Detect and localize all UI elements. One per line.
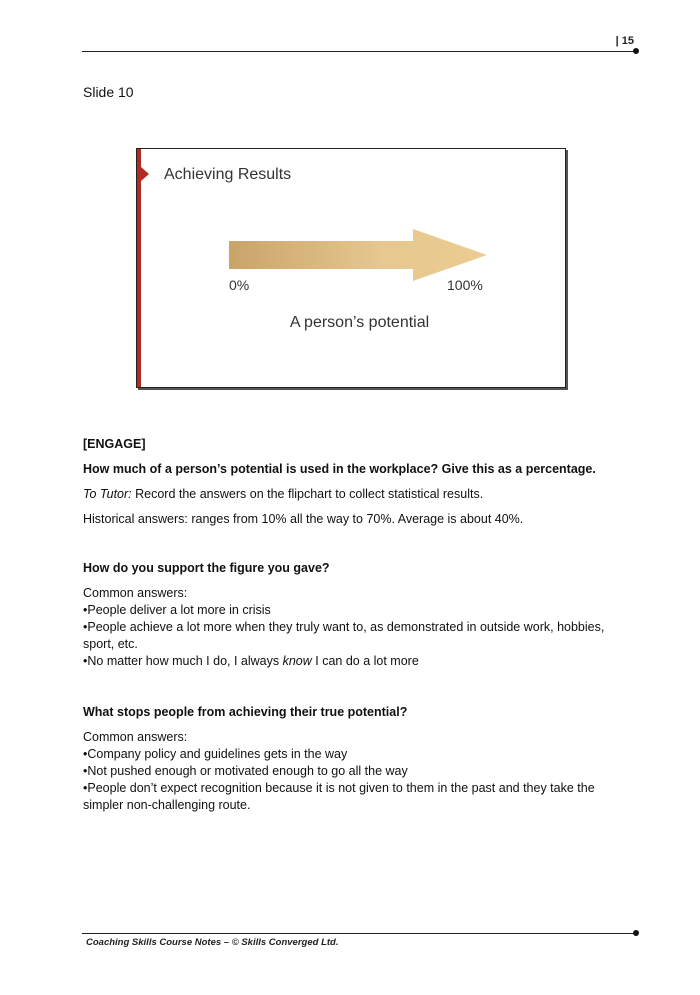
page-number: | 15: [615, 35, 634, 47]
section-engage: [83, 436, 613, 528]
historical-answers: Historical answers: ranges from 10% all the way to 70%. Average is about 40%.: [83, 512, 524, 526]
potential-arrow-icon: [229, 229, 489, 281]
slide-accent-bar: [137, 149, 141, 387]
tutor-note: [83, 486, 613, 503]
support-answer-1: •People deliver a lot more in crisis: [83, 603, 271, 617]
support-question: How do you support the figure you gave?: [83, 561, 330, 575]
slide-label: Slide 10: [83, 84, 134, 100]
support-answer-3-emphasis: know: [282, 654, 312, 668]
header-rule-end-dot: [633, 48, 639, 54]
support-answer-3-pre: •No matter how much I do, I always: [83, 654, 283, 668]
barriers-answer-3: •People don’t expect recognition because it is not given to them in the past and they take the simpler non-challenging route.: [83, 781, 595, 812]
slide-caption: A person’s potential: [289, 314, 430, 331]
slide-title-marker-icon: [141, 167, 149, 181]
engage-question: How much of a person’s potential is used in the workplace? Give this as a percentage.: [83, 462, 596, 476]
barriers-question: What stops people from achieving their true potential?: [83, 705, 408, 719]
support-answer-3: [83, 653, 613, 670]
arrow-end-label: 100%: [447, 277, 483, 293]
slide-thumbnail: [136, 148, 566, 388]
support-answer-2: •People achieve a lot more when they truly want to, as demonstrated in outside work, hobbies, sport, etc.: [83, 620, 605, 651]
barriers-intro: Common answers:: [83, 730, 188, 744]
engage-tag: [ENGAGE]: [83, 437, 146, 451]
tutor-text: Record the answers on the flipchart to collect statistical results.: [131, 487, 484, 501]
slide-title: Achieving Results: [164, 166, 292, 183]
footer-rule-end-dot: [633, 930, 639, 936]
arrow-start-label: 0%: [229, 277, 250, 293]
tutor-label: To Tutor:: [83, 487, 132, 501]
support-answer-3-post: I can do a lot more: [311, 654, 419, 668]
footer-text: Coaching Skills Course Notes – © Skills Converged Ltd.: [86, 937, 339, 948]
support-intro: Common answers:: [83, 586, 188, 600]
header-rule: [82, 51, 636, 52]
barriers-answer-2: •Not pushed enough or motivated enough to go all the way: [83, 764, 408, 778]
section-barriers: [83, 704, 613, 814]
footer-rule: [82, 933, 636, 934]
section-support: [83, 560, 613, 670]
barriers-answer-1: •Company policy and guidelines gets in the way: [83, 747, 348, 761]
